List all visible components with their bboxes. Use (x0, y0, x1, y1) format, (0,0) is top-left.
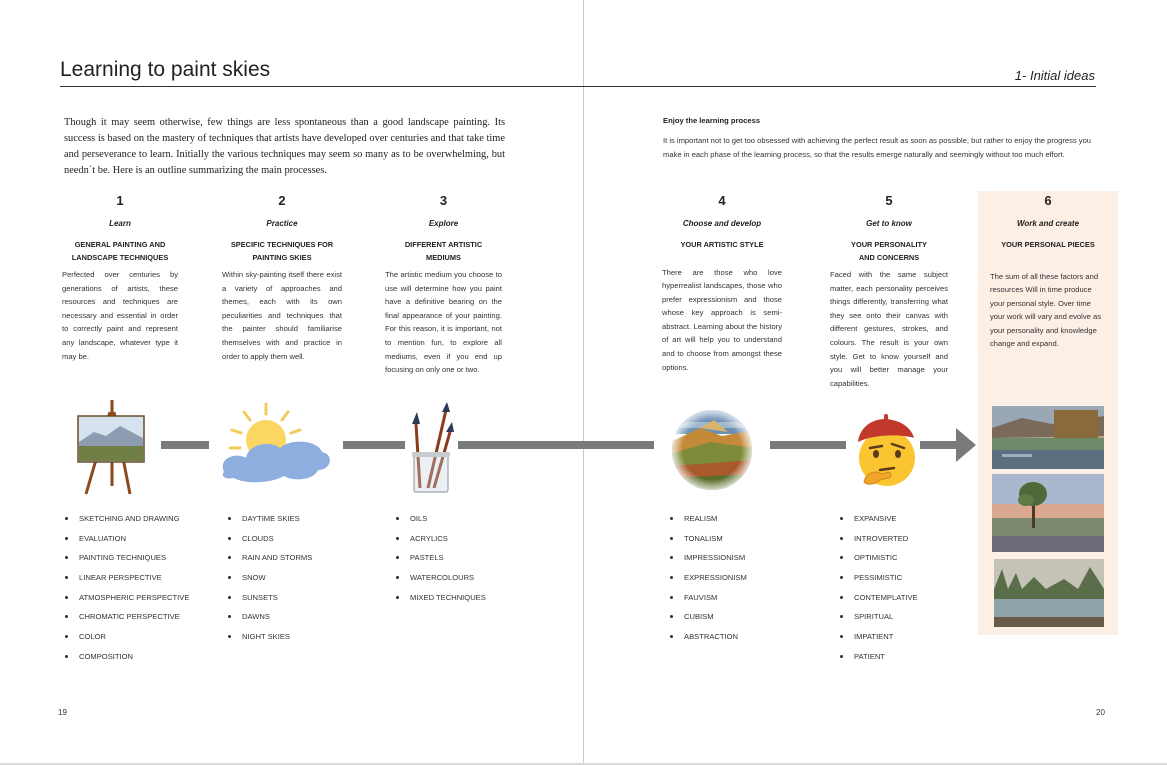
step-number: 1 (116, 193, 124, 208)
list-item: RAIN AND STORMS (227, 553, 312, 573)
step-verb: Practice (266, 219, 298, 228)
step-verb: Work and create (1016, 219, 1080, 228)
list-item: MIXED TECHNIQUES (395, 593, 486, 613)
page-number-left: 19 (58, 708, 67, 717)
list-item: ABSTRACTION (669, 632, 747, 652)
list-item: CUBISM (669, 612, 747, 632)
list-item: INTROVERTED (839, 534, 918, 554)
list-item: CLOUDS (227, 534, 312, 554)
step-heading-line: PAINTING SKIES (252, 252, 312, 262)
step-description: Within sky-painting itself there exist a variety of approaches and themes, each with its own peculiarities and techniques that the painter should familiarise themselves with and practice in order to apply them well. (222, 270, 342, 361)
intro-paragraph: Though it may seem otherwise, few things are less spontaneous than a good landscape painting. Its success is based on the mastery of techniques that artists have developed over centuries and that take time and perseverance to learn. Initially the various techniques may seem so many as to be overwhelming, but needn´t be. Here is an outline summarizing the main processes. (64, 117, 505, 176)
connector-bar (343, 441, 405, 449)
round-landscape-painting-icon (670, 408, 754, 492)
step-heading-line: LANDSCAPE TECHNIQUES (71, 252, 169, 262)
list-item: SKETCHING AND DRAWING (64, 514, 189, 534)
enjoy-heading: Enjoy the learning process (663, 116, 761, 125)
step-number: 3 (439, 193, 448, 208)
list-item: PASTELS (395, 553, 486, 573)
step-description: The artistic medium you choose to use will determine how you paint have a definitive bearing on the final appearance of your painting. For this reason, it is important, not to mention fun, to explore all mediums, even if you end up focusing on only one or two. (385, 270, 502, 375)
list-item: OPTIMISTIC (839, 553, 918, 573)
list-item: REALISM (669, 514, 747, 534)
step-4-list (669, 514, 747, 652)
step-number: 6 (1044, 193, 1052, 208)
list-item: EXPRESSIONISM (669, 573, 747, 593)
list-item: EXPANSIVE (839, 514, 918, 534)
list-item: CONTEMPLATIVE (839, 593, 918, 613)
easel-icon (74, 398, 150, 498)
list-item: IMPRESSIONISM (669, 553, 747, 573)
list-item: PATIENT (839, 652, 918, 672)
enjoy-paragraph: It is important not to get too obsessed with achieving the perfect result as soon as possible, but rather to enjoy the progress you make in each phase of the learning process, so that the results emerge naturally and seemingly without too much effort. (663, 136, 1092, 159)
list-item: SNOW (227, 573, 312, 593)
list-item: TONALISM (669, 534, 747, 554)
step-verb: Explore (428, 219, 459, 228)
step-heading-line: YOUR ARTISTIC STYLE (680, 240, 764, 249)
thinking-face-icon (854, 412, 920, 488)
list-item: COLOR (64, 632, 189, 652)
painting-thumbnail-misty-lake (994, 559, 1104, 627)
list-item: SUNSETS (227, 593, 312, 613)
step-1-list (64, 514, 189, 672)
list-item: ATMOSPHERIC PERSPECTIVE (64, 593, 189, 613)
connector-bar (161, 441, 209, 449)
painting-thumbnail-lone-tree (992, 474, 1104, 552)
step-heading-line: YOUR PERSONALITY (851, 240, 927, 249)
list-item: WATERCOLOURS (395, 573, 486, 593)
list-item: LINEAR PERSPECTIVE (64, 573, 189, 593)
step-number: 4 (718, 193, 726, 208)
painting-thumbnail-autumn-river (992, 406, 1104, 469)
list-item: IMPATIENT (839, 632, 918, 652)
list-item: PESSIMISTIC (839, 573, 918, 593)
list-item: ACRYLICS (395, 534, 486, 554)
list-item: FAUVISM (669, 593, 747, 613)
step-description: Perfected over centuries by generations of artists, these resources and techniques are necessary and essential in order to correctly paint and represent any landscape, whatever type it may be. (62, 270, 178, 361)
brushes-jar-icon (402, 402, 460, 494)
list-item: SPIRITUAL (839, 612, 918, 632)
step-verb: Choose and develop (682, 219, 762, 228)
connector-bar (770, 441, 846, 449)
step-heading-line: SPECIFIC TECHNIQUES FOR (230, 240, 334, 249)
page-number-right: 20 (1096, 708, 1105, 717)
step-verb: Get to know (866, 219, 912, 228)
arrow-head-icon (956, 428, 976, 462)
step-2-list (227, 514, 312, 652)
connector-bar (920, 441, 958, 449)
step-heading-line: MEDIUMS (426, 252, 461, 262)
page-title: Learning to paint skies (60, 58, 271, 81)
list-item: NIGHT SKIES (227, 632, 312, 652)
step-heading-line: DIFFERENT ARTISTIC (404, 240, 483, 249)
list-item: PAINTING TECHNIQUES (64, 553, 189, 573)
step-5-list (839, 514, 918, 672)
step-heading-line: GENERAL PAINTING AND (74, 240, 166, 249)
step-verb: Learn (109, 219, 131, 228)
step-3-list (395, 514, 486, 612)
list-item: DAYTIME SKIES (227, 514, 312, 534)
list-item: COMPOSITION (64, 652, 189, 672)
section-label: 1- Initial ideas (1014, 68, 1095, 83)
connector-bar (458, 441, 654, 449)
step-heading-line: YOUR PERSONAL PIECES (1001, 240, 1095, 249)
list-item: CHROMATIC PERSPECTIVE (64, 612, 189, 632)
step-description: There are those who love hyperrealist landscapes, those who prefer expressionism and those whose key approach is semi-abstract. Learning about the history of art will help you to understand and to choose from amongst these options. (662, 267, 782, 372)
step-description: The sum of all these factors and resources Will in time produce your personal style. Over time your work will vary and evolve as your personality and knowledge change and expand. (990, 271, 1101, 349)
list-item: OILS (395, 514, 486, 534)
step-number: 2 (278, 193, 286, 208)
step-heading-line: AND CONCERNS (858, 252, 920, 262)
list-item: EVALUATION (64, 534, 189, 554)
sun-cloud-icon (218, 400, 334, 486)
step-number: 5 (885, 193, 893, 208)
list-item: DAWNS (227, 612, 312, 632)
step-description: Faced with the same subject matter, each personality perceives things differently, transferring what they see onto their canvas with different gestures, strokes, and colours. The result is your own style. Get to know yourself and you will better manage your capabilities. (830, 270, 948, 388)
